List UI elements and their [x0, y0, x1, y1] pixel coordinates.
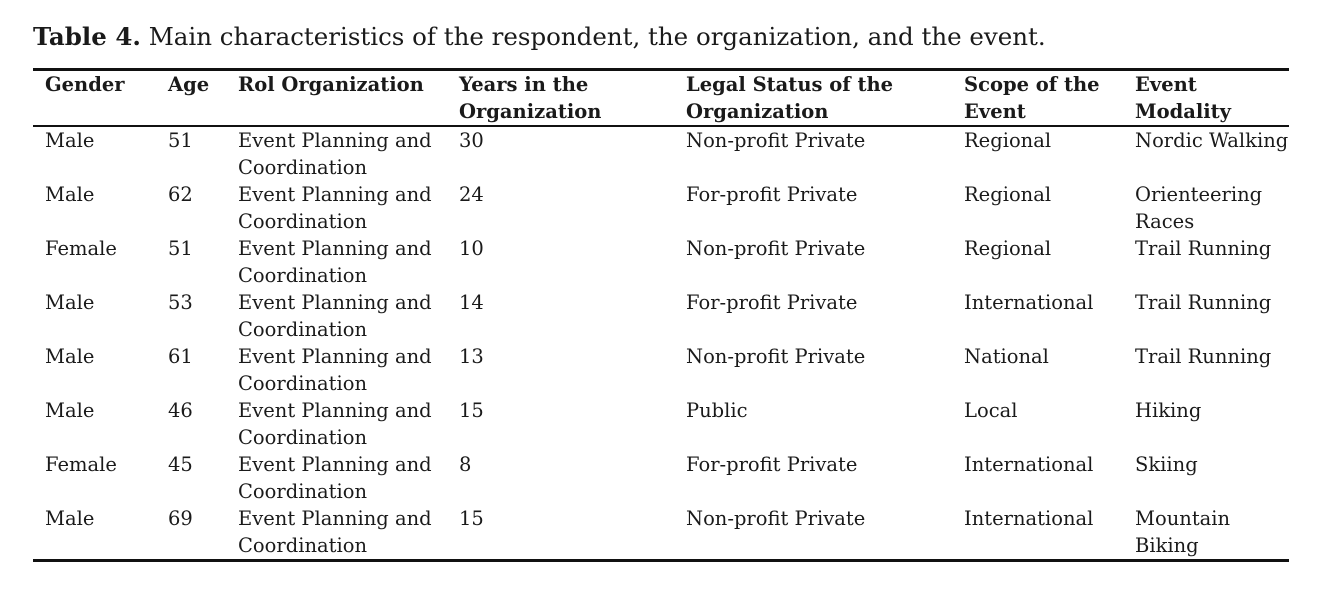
table-cell: 62 — [168, 183, 193, 206]
table-cell: Event Planning and Coordination — [238, 345, 432, 395]
table-cell: Event Planning and Coordination — [238, 399, 432, 449]
column-header — [952, 70, 1123, 127]
table-cell: National — [964, 345, 1049, 368]
table-row — [33, 235, 1289, 289]
table-cell: Skiing — [1135, 453, 1198, 476]
table-cell: 45 — [168, 453, 193, 476]
table-cell: Non-profit Private — [686, 129, 866, 152]
table-cell: International — [964, 507, 1094, 530]
table-caption-text: Main characteristics of the respondent, the organization, and the event. — [140, 22, 1046, 51]
column-header-line: Age — [168, 73, 210, 96]
table-cell: Male — [45, 183, 95, 206]
table-cell: For-profit Private — [686, 291, 858, 314]
table-cell: Public — [686, 399, 748, 422]
table-cell: 14 — [459, 291, 484, 314]
table-cell: 10 — [459, 237, 484, 260]
table-row — [33, 451, 1289, 505]
table-cell: Trail Running — [1135, 291, 1272, 314]
table-cell: 30 — [459, 129, 484, 152]
table-cell: 8 — [459, 453, 472, 476]
table-cell: For-profit Private — [686, 183, 858, 206]
table-cell: Event Planning and Coordination — [238, 129, 432, 179]
table-cell: Orienteering Races — [1135, 183, 1263, 233]
table-cell: Event Planning and Coordination — [238, 291, 432, 341]
column-header — [33, 70, 156, 127]
table-cell: Male — [45, 399, 95, 422]
table-cell: 13 — [459, 345, 484, 368]
column-header — [674, 70, 952, 127]
table-cell: International — [964, 291, 1094, 314]
table-cell: Regional — [964, 237, 1052, 260]
table-cell: For-profit Private — [686, 453, 858, 476]
column-header — [1123, 70, 1289, 127]
column-header-line: Event — [964, 100, 1026, 123]
table-cell: Nordic Walking — [1135, 129, 1289, 152]
table-cell: 53 — [168, 291, 193, 314]
table-cell: Female — [45, 453, 117, 476]
table-cell: Male — [45, 507, 95, 530]
table-cell: Male — [45, 345, 95, 368]
table-cell: 61 — [168, 345, 193, 368]
table-row — [33, 289, 1289, 343]
table-cell: Event Planning and Coordination — [238, 183, 432, 233]
table-cell: Regional — [964, 129, 1052, 152]
table-cell: Non-profit Private — [686, 507, 866, 530]
column-header-line: Event — [1135, 73, 1197, 96]
table-cell: Non-profit Private — [686, 345, 866, 368]
column-header — [156, 70, 226, 127]
table-cell: 46 — [168, 399, 193, 422]
table-row — [33, 126, 1289, 181]
table-header-row — [33, 70, 1289, 127]
table-cell: Female — [45, 237, 117, 260]
column-header-line: Scope of the — [964, 73, 1100, 96]
table-cell: Non-profit Private — [686, 237, 866, 260]
characteristics-table — [33, 68, 1289, 562]
column-header-line: Rol Organization — [238, 73, 424, 96]
table-row — [33, 505, 1289, 561]
table-cell: Mountain Biking — [1135, 507, 1231, 557]
table-cell: 69 — [168, 507, 193, 530]
table-caption — [33, 22, 1046, 51]
table-cell: Trail Running — [1135, 345, 1272, 368]
table-body — [33, 126, 1289, 561]
table-row — [33, 181, 1289, 235]
table-cell: 24 — [459, 183, 484, 206]
table-cell: Event Planning and Coordination — [238, 507, 432, 557]
table-row — [33, 397, 1289, 451]
column-header-line: Organization — [459, 100, 602, 123]
table-cell: Local — [964, 399, 1018, 422]
table-cell: International — [964, 453, 1094, 476]
table-cell: Male — [45, 291, 95, 314]
table-cell: Event Planning and Coordination — [238, 237, 432, 287]
table-cell: Trail Running — [1135, 237, 1272, 260]
table-cell: Event Planning and Coordination — [238, 453, 432, 503]
column-header-line: Organization — [686, 100, 829, 123]
table-cell: Hiking — [1135, 399, 1202, 422]
table-row — [33, 343, 1289, 397]
column-header — [226, 70, 447, 127]
table-cell: 15 — [459, 507, 484, 530]
column-header-line: Years in the — [459, 73, 589, 96]
column-header — [447, 70, 674, 127]
column-header-line: Legal Status of the — [686, 73, 894, 96]
table-cell: 15 — [459, 399, 484, 422]
column-header-line: Gender — [45, 73, 125, 96]
table-cell: 51 — [168, 237, 193, 260]
table-cell: Regional — [964, 183, 1052, 206]
table-cell: 51 — [168, 129, 193, 152]
table-cell: Male — [45, 129, 95, 152]
table-caption-label: Table 4. — [33, 22, 141, 51]
column-header-line: Modality — [1135, 100, 1232, 123]
